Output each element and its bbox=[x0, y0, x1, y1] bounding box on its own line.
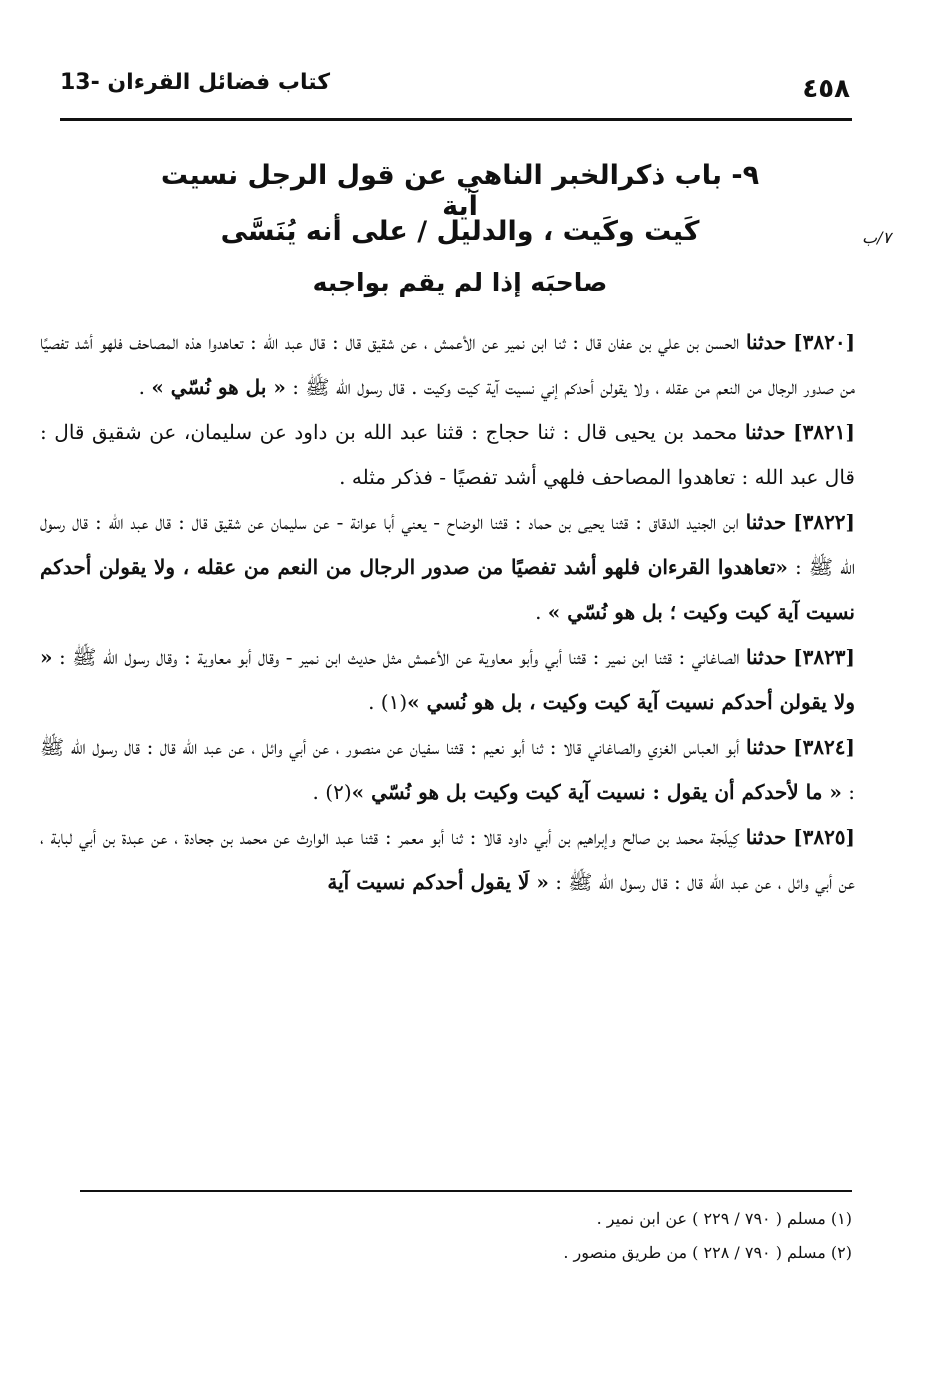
hadith-number: [٣٨٢٤] bbox=[793, 735, 855, 759]
hadith-text: كِيلَجة محمد بن صالح وإبراهيم بن أبي داود قالا : ثنا أبو معمر : قثنا عبد الوارث عن محمد بن جحادة ، عن عبدة بن أبي لبابة ، عن أبي وائل ، عن عبد الله قال : قال رسول الله ﷺ : bbox=[40, 825, 855, 894]
hadith-number: [٣٨٢٣] bbox=[793, 645, 856, 669]
hadith-quote: « ما لأحدكم أن يقول : نسيت آية كيت وكيت بل هو نُسّي » bbox=[351, 780, 842, 804]
hadith-paragraph bbox=[40, 500, 855, 635]
hadith-text: الحسن بن علي بن عفان قال : ثنا ابن نمير عن الأعمش ، عن شقيق قال : قال عبد الله : تعاهدوا هذه المصاحف فلهو أشد تفصيًا من صدور الرجال من النعم من عقله ، ولا يقولن أحدكم إني نسيت آية كيت وكيت . قال رسول الله ﷺ : bbox=[40, 330, 855, 399]
hadith-paragraph bbox=[40, 635, 855, 725]
hadith-text: محمد بن يحيى قال : ثنا حجاج : قثنا عبد الله بن داود عن سليمان، عن شقيق قال : قال عبد الله : تعاهدوا المصاحف فلهي أشد تفصيًا - فذكر مثله . bbox=[40, 420, 855, 489]
hadith-keyword: حدثنا bbox=[745, 735, 787, 759]
hadith-text: أبو العباس الغزي والصاغاني قالا : ثنا أبو نعيم : قثنا سفيان عن منصور ، عن أبي وائل ، عن عبد الله قال : قال رسول الله ﷺ : bbox=[40, 735, 855, 804]
hadith-keyword: حدثنا bbox=[744, 420, 786, 444]
footnotes bbox=[80, 1190, 852, 1270]
running-header-title: 13- كتاب فضائل القرءان bbox=[60, 70, 330, 95]
header-rule bbox=[60, 118, 852, 121]
manuscript-folio-note: ٧/ب bbox=[862, 228, 892, 247]
hadith-number: [٣٨٢٠] bbox=[793, 330, 856, 354]
hadith-tail: . bbox=[138, 375, 152, 399]
chapter-heading-line-2: كَيت وكَيت ، والدليل / على أنه يُنَسَّى bbox=[220, 216, 700, 247]
hadith-tail: . bbox=[535, 600, 548, 624]
footnote-1: (١) مسلم ( ٧٩٠ / ٢٢٩ ) عن ابن نمير . bbox=[596, 1209, 852, 1228]
hadith-keyword: حدثنا bbox=[745, 330, 787, 354]
footnote-2: (٢) مسلم ( ٧٩٠ / ٢٢٨ ) من طريق منصور . bbox=[563, 1243, 852, 1262]
hadith-keyword: حدثنا bbox=[745, 825, 787, 849]
hadith-text: ابن الجنيد الدقاق : قثنا يحيى بن حماد : قثنا الوضاح - يعني أبا عوانة - عن سليمان عن شقيق قال : قال عبد الله : قال رسول الله ﷺ : bbox=[40, 510, 856, 579]
chapter-heading-line-1: ٩- باب ذكرالخبر الناهي عن قول الرجل نسيت آية bbox=[160, 160, 760, 222]
page-number: ٤٥٨ bbox=[802, 74, 850, 104]
hadith-number: [٣٨٢١] bbox=[793, 420, 855, 444]
hadith-text: الصاغاني : قثنا ابن نمير : قثنا أبي وأبو معاوية عن الأعمش مثل حديث ابن نمير - وقال أبو معاوية : وقال رسول الله ﷺ : bbox=[59, 645, 740, 669]
hadith-keyword: حدثنا bbox=[746, 645, 787, 669]
hadith-tail: (١) . bbox=[368, 690, 408, 714]
hadith-paragraph bbox=[40, 725, 855, 815]
hadith-paragraph bbox=[40, 410, 855, 500]
hadith-quote: « لَا يقول أحدكم نسيت آية bbox=[327, 870, 549, 894]
hadith-quote: « بل هو نُسّي » bbox=[151, 375, 286, 399]
hadith-paragraph bbox=[40, 815, 855, 905]
hadith-number: [٣٨٢٢] bbox=[793, 510, 856, 534]
hadith-keyword: حدثنا bbox=[745, 510, 787, 534]
hadith-number: [٣٨٢٥] bbox=[793, 825, 856, 849]
hadith-body bbox=[40, 320, 855, 905]
hadith-paragraph bbox=[40, 320, 855, 410]
hadith-tail: (٢) . bbox=[312, 780, 352, 804]
chapter-heading-line-3: صاحبَه إذا لم يقم بواجبه bbox=[312, 268, 608, 297]
hadith-quote: «تعاهدوا القرءان فلهو أشد تفصيًا من صدور الرجال من النعم من عقله ، ولا يقولن أحدكم نسيت آية كيت وكيت ؛ بل هو نُسّي » bbox=[40, 555, 855, 624]
hadith-quote: « ولا يقولن أحدكم نسيت آية كيت وكيت ، بل هو نُسي » bbox=[40, 645, 855, 714]
